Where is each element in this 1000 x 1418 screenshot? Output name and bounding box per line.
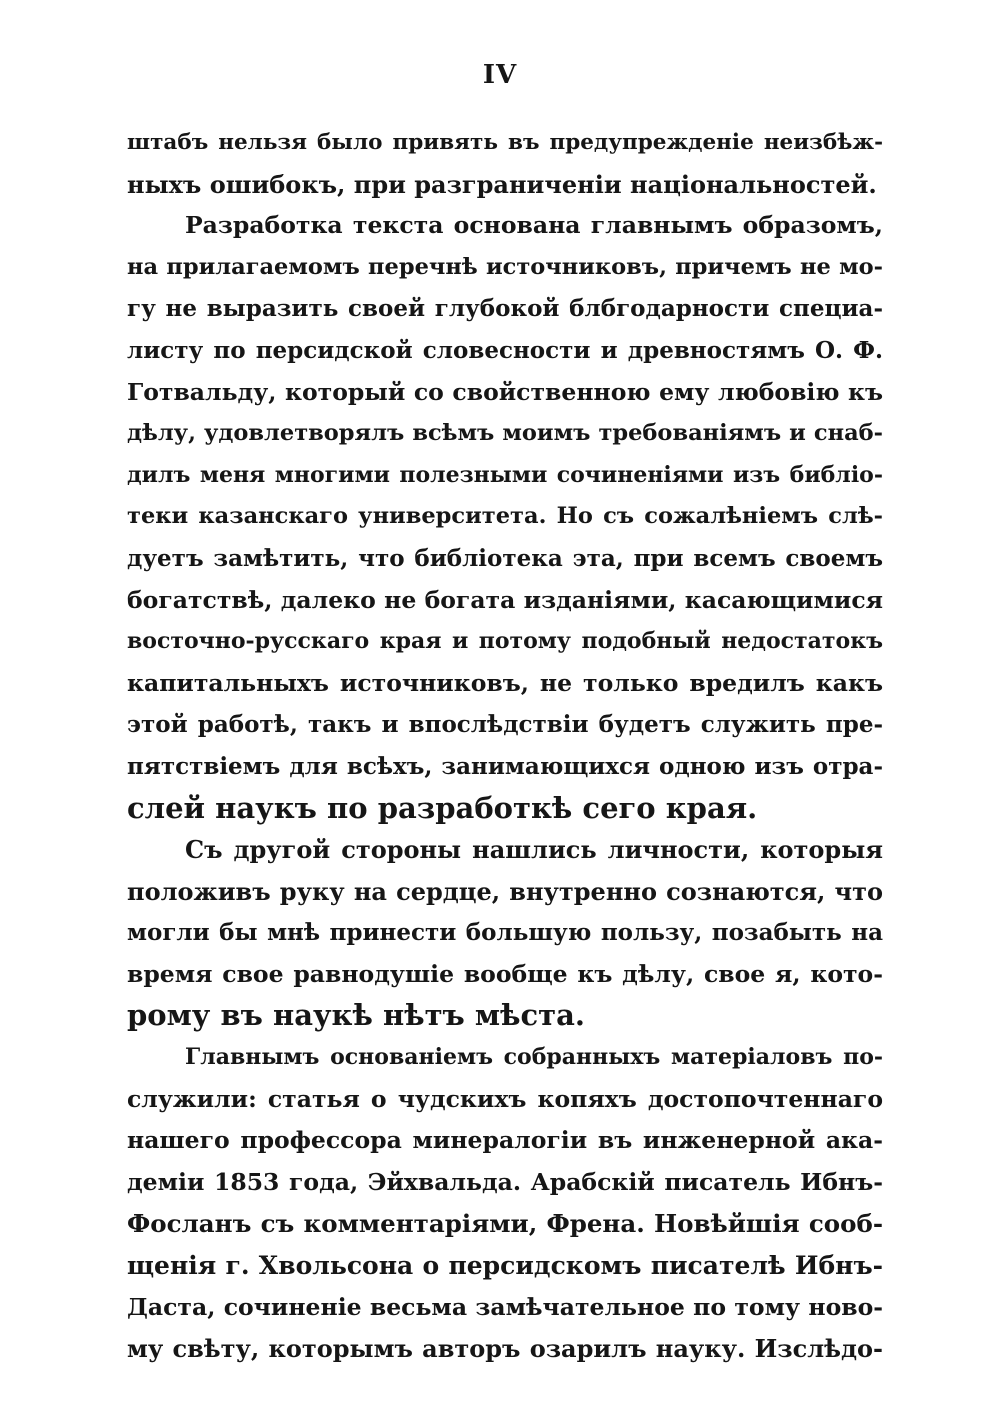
page-number: IV	[482, 60, 518, 90]
text-line: му свѣту, которымъ авторъ озарилъ науку. Изслѣдо-	[127, 1334, 883, 1364]
text-line: Главнымъ основаніемъ собранныхъ матеріаловъ по-	[185, 1044, 883, 1071]
text-line: пятствіемъ для всѣхъ, занимающихся одною изъ отра-	[127, 752, 883, 780]
body-text	[127, 122, 883, 1370]
text-line: на прилагаемомъ перечнѣ источниковъ, причемъ не мо-	[127, 253, 883, 280]
text-line: Готвальду, который со свойственною ему любовію къ	[127, 377, 883, 406]
text-line: рому въ наукѣ нѣтъ мѣста.	[127, 998, 585, 1033]
paragraph	[127, 205, 883, 829]
text-line: Даста, сочиненіе весьма замѣчательное по тому ново-	[127, 1292, 883, 1321]
text-line: дуетъ замѣтить, что библіотека эта, при всемъ своемъ	[127, 544, 883, 572]
text-line: восточно-русскаго края и потому подобный недостатокъ	[127, 628, 883, 655]
text-line: капитальныхъ источниковъ, не только вредилъ какъ	[127, 668, 883, 697]
text-line: время свое равнодушіе вообще къ дѣлу, свое я, кото-	[127, 959, 883, 988]
text-line: богатствѣ, далеко не богата изданіями, касающимися	[127, 585, 883, 614]
paragraph	[127, 122, 883, 205]
text-line: нашего профессора минералогіи въ инженерной ака-	[127, 1126, 883, 1155]
text-line: положивъ руку на сердце, внутренно сознаются, что	[127, 876, 883, 906]
text-line: Съ другой стороны нашлись личности, которыя	[185, 835, 883, 865]
text-line: служили: статья о чудскихъ копяхъ достопочтеннаго	[127, 1084, 883, 1113]
text-line: ныхъ ошибокъ, при разграниченіи національностей.	[127, 169, 877, 199]
text-line: этой работѣ, такъ и впослѣдствіи будетъ служить пре-	[127, 711, 883, 739]
paragraph	[127, 1037, 883, 1370]
text-line: Разработка текста основана главнымъ образомъ,	[185, 211, 883, 240]
text-line: дѣлу, удовлетворялъ всѣмъ моимъ требованіямъ и снаб-	[127, 420, 883, 447]
text-line: щенія г. Хвольсона о персидскомъ писателѣ Ибнъ-	[127, 1251, 883, 1281]
text-line: деміи 1853 года, Эйхвальда. Арабскій писатель Ибнъ-	[127, 1167, 883, 1196]
text-line: гу не выразить своей глубокой блбгодарности специа-	[127, 295, 883, 323]
paragraph	[127, 829, 883, 1037]
text-line: штабъ нельзя было привять въ предупрежденіе неизбѣж-	[127, 130, 883, 155]
text-line: могли бы мнѣ принести большую пользу, позабыть на	[127, 919, 883, 947]
text-line: слей наукъ по разработкѣ сего края.	[127, 790, 758, 825]
text-line: Фосланъ съ комментаріями, Френа. Новѣйшія сооб-	[127, 1209, 883, 1239]
text-line: листу по персидской словесности и древностямъ О. Ф.	[127, 336, 883, 364]
text-line: теки казанскаго университета. Но съ сожалѣніемъ слѣ-	[127, 503, 883, 530]
text-line: дилъ меня многими полезными сочиненіями изъ библіо-	[127, 461, 883, 488]
